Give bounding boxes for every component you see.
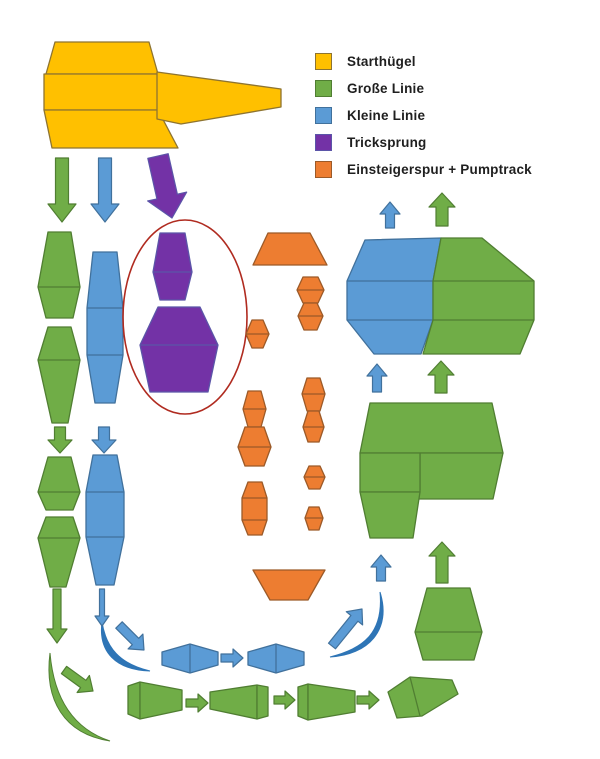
kleine-linie-segment-1 <box>87 252 123 403</box>
arrow-green-down-1 <box>48 158 76 222</box>
blue-berm-arc-right <box>330 592 383 657</box>
arrow-blue-up-1 <box>380 202 400 228</box>
arrow-green-right-3 <box>357 691 379 709</box>
grosse-linie-swatch-icon <box>315 80 332 97</box>
green-chain-2-main <box>210 685 257 719</box>
kleine-linie-segment-2 <box>86 455 124 585</box>
grosse-linie-hex-2 <box>38 327 80 423</box>
arrow-blue-up-3 <box>371 555 391 581</box>
arrow-blue-up-2 <box>367 364 387 392</box>
legend <box>315 48 532 183</box>
legend-item-kleine-linie <box>315 102 532 129</box>
arrow-blue-down-3 <box>95 589 109 626</box>
arrow-green-up-2 <box>428 361 454 393</box>
legend-item-starthuegel <box>315 48 532 75</box>
pumptrack-segment-e <box>242 482 267 535</box>
legend-label: Tricksprung <box>347 135 427 150</box>
arrow-green-right-1 <box>186 694 208 712</box>
arrow-green-diag-left <box>61 666 93 692</box>
starthuegel-swatch-icon <box>315 53 332 70</box>
grosse-linie-hex-3 <box>38 457 80 510</box>
pumptrack-trapezoid-top <box>253 233 327 265</box>
arrow-blue-diag-up-right <box>329 609 363 649</box>
arrow-purple-down <box>148 154 187 218</box>
arrow-green-down-3 <box>47 589 67 643</box>
legend-item-tricksprung <box>315 129 532 156</box>
tricksprung-small <box>153 233 192 300</box>
tricksprung-big <box>140 307 218 392</box>
big-green-right-band <box>412 453 503 499</box>
legend-label: Starthügel <box>347 54 416 69</box>
green-berm-arc <box>49 653 110 741</box>
green-chain-1-panel <box>128 682 140 719</box>
arrow-blue-down-1 <box>91 158 119 222</box>
tricksprung-swatch-icon <box>315 134 332 151</box>
green-tilted-end <box>388 677 458 718</box>
big-green-left-mid <box>360 453 420 492</box>
grosse-linie-hex-4 <box>38 517 80 587</box>
arrow-green-down-2 <box>48 427 72 453</box>
legend-label: Große Linie <box>347 81 425 96</box>
start-hill-ramp <box>157 72 281 124</box>
green-chain-3-panel <box>298 684 308 720</box>
big-green-top-band <box>360 403 503 453</box>
pumptrack-trapezoid-bottom <box>253 570 325 600</box>
octagon-blue-half <box>347 238 441 354</box>
green-chain-1-main <box>140 682 182 719</box>
start-hill-top <box>46 42 158 74</box>
legend-item-grosse-linie <box>315 75 532 102</box>
grosse-linie-hex-1 <box>38 232 80 318</box>
octagon-green-half <box>423 238 534 354</box>
start-hill-mid <box>44 74 158 110</box>
einsteigerspur-pumptrack-swatch-icon <box>315 161 332 178</box>
arrow-green-up-1 <box>429 193 455 226</box>
arrow-green-up-3 <box>429 542 455 583</box>
green-chain-3-main <box>308 684 355 720</box>
green-chain-2-panel <box>257 685 268 719</box>
arrow-blue-right <box>221 649 243 667</box>
legend-label: Einsteigerspur + Pumptrack <box>347 162 532 177</box>
kleine-linie-swatch-icon <box>315 107 332 124</box>
arrow-blue-diag-left <box>116 622 144 650</box>
big-green-left-leg <box>360 492 420 538</box>
arrow-green-right-2 <box>274 691 295 709</box>
legend-label: Kleine Linie <box>347 108 426 123</box>
legend-item-einsteigerspur-pumptrack <box>315 156 532 183</box>
green-hex-bottom-right <box>415 588 482 660</box>
arrow-blue-down-2 <box>92 427 116 453</box>
